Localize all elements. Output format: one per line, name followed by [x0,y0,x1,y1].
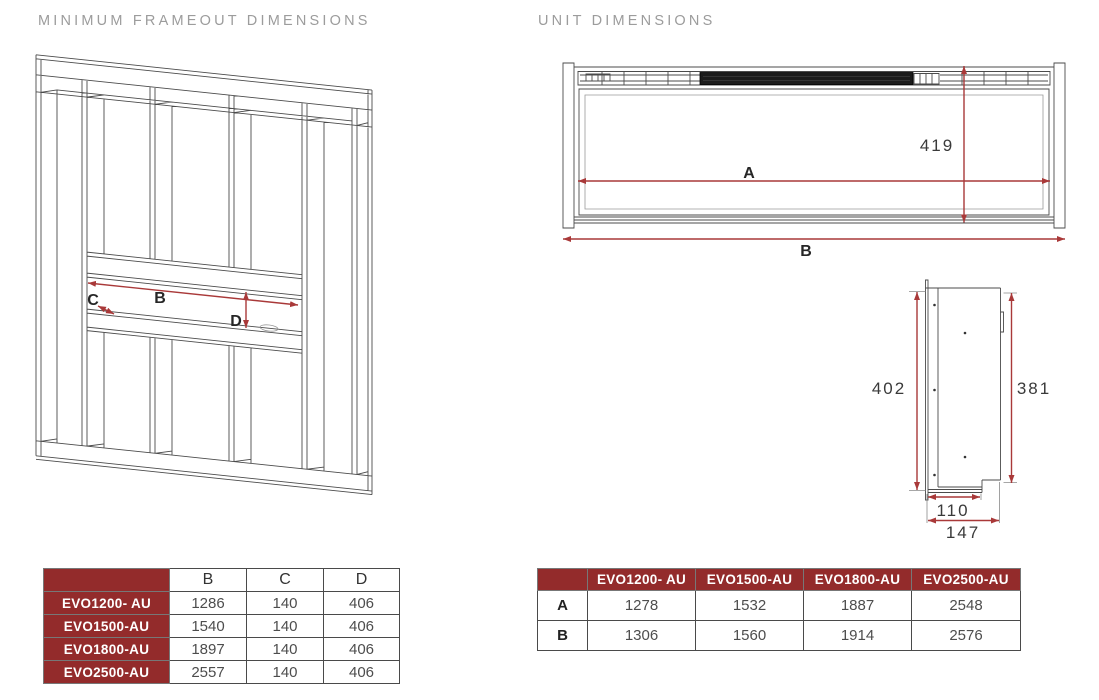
table-row [538,621,1021,651]
frameout-depth-label: C [87,292,99,309]
value-cell: 1897 [170,638,247,661]
column-header-c: C [247,569,324,592]
table-row [44,638,400,661]
table-row [538,591,1021,621]
value-cell: 1887 [804,591,912,621]
unit-dimensions-table [537,568,1021,651]
value-cell: 406 [324,638,400,661]
model-cell: EVO1800-AU [44,638,170,661]
frameout-height-label: D [230,313,242,330]
value-cell: 140 [247,638,324,661]
value-cell: 140 [247,661,324,684]
row-label-cell: B [538,621,588,651]
corner-cell [44,569,170,592]
dimension-arrow-b [88,283,298,305]
side-front-height-label: 402 [871,379,907,398]
value-cell: 406 [324,592,400,615]
value-cell: 406 [324,615,400,638]
row-label-cell: A [538,591,588,621]
unit-front-outline [563,63,1065,228]
frameout-width-label: B [154,290,166,307]
model-cell: EVO1500-AU [44,615,170,638]
column-header-model: EVO2500-AU [912,569,1021,591]
frameout-dimension-arrows [87,283,298,330]
table-row [44,592,400,615]
table-row [44,661,400,684]
value-cell: 1560 [696,621,804,651]
side-back-height-label: 381 [1016,379,1052,398]
dimension-arrow-c [98,306,114,314]
table-row [44,615,400,638]
frameout-isometric-drawing [36,55,372,495]
value-cell: 406 [324,661,400,684]
unit-front-view [563,63,1065,260]
glass-inner-frame [585,95,1043,209]
value-cell: 1278 [588,591,696,621]
value-cell: 1306 [588,621,696,651]
value-cell: 1286 [170,592,247,615]
corner-cell [538,569,588,591]
value-cell: 2548 [912,591,1021,621]
unit-side-view [872,280,1051,542]
value-cell: 2557 [170,661,247,684]
table-header-row [44,569,400,592]
side-depth-total-label: 147 [945,523,981,542]
frameout-dimensions-table [43,568,400,684]
model-cell: EVO2500-AU [44,661,170,684]
value-cell: 140 [247,615,324,638]
unit-inner-width-label: A [743,165,755,182]
column-header-d: D [324,569,400,592]
model-cell: EVO1200- AU [44,592,170,615]
unit-side-dimension-arrows [872,292,1051,542]
value-cell: 140 [247,592,324,615]
frame-structure-lines [36,55,372,495]
column-header-b: B [170,569,247,592]
unit-side-outline [926,280,1004,500]
value-cell: 1532 [696,591,804,621]
value-cell: 1914 [804,621,912,651]
side-depth-inner-label: 110 [936,501,970,520]
column-header-model: EVO1800-AU [804,569,912,591]
value-cell: 1540 [170,615,247,638]
column-header-model: EVO1500-AU [696,569,804,591]
unit-dimensions-section-title: UNIT DIMENSIONS [538,13,716,29]
flame-display-strip [700,73,913,85]
unit-overall-width-label: B [800,243,812,260]
column-header-model: EVO1200- AU [588,569,696,591]
unit-height-label: 419 [919,136,955,155]
value-cell: 2576 [912,621,1021,651]
frameout-section-title: MINIMUM FRAMEOUT DIMENSIONS [38,13,371,29]
table-header-row [538,569,1021,591]
